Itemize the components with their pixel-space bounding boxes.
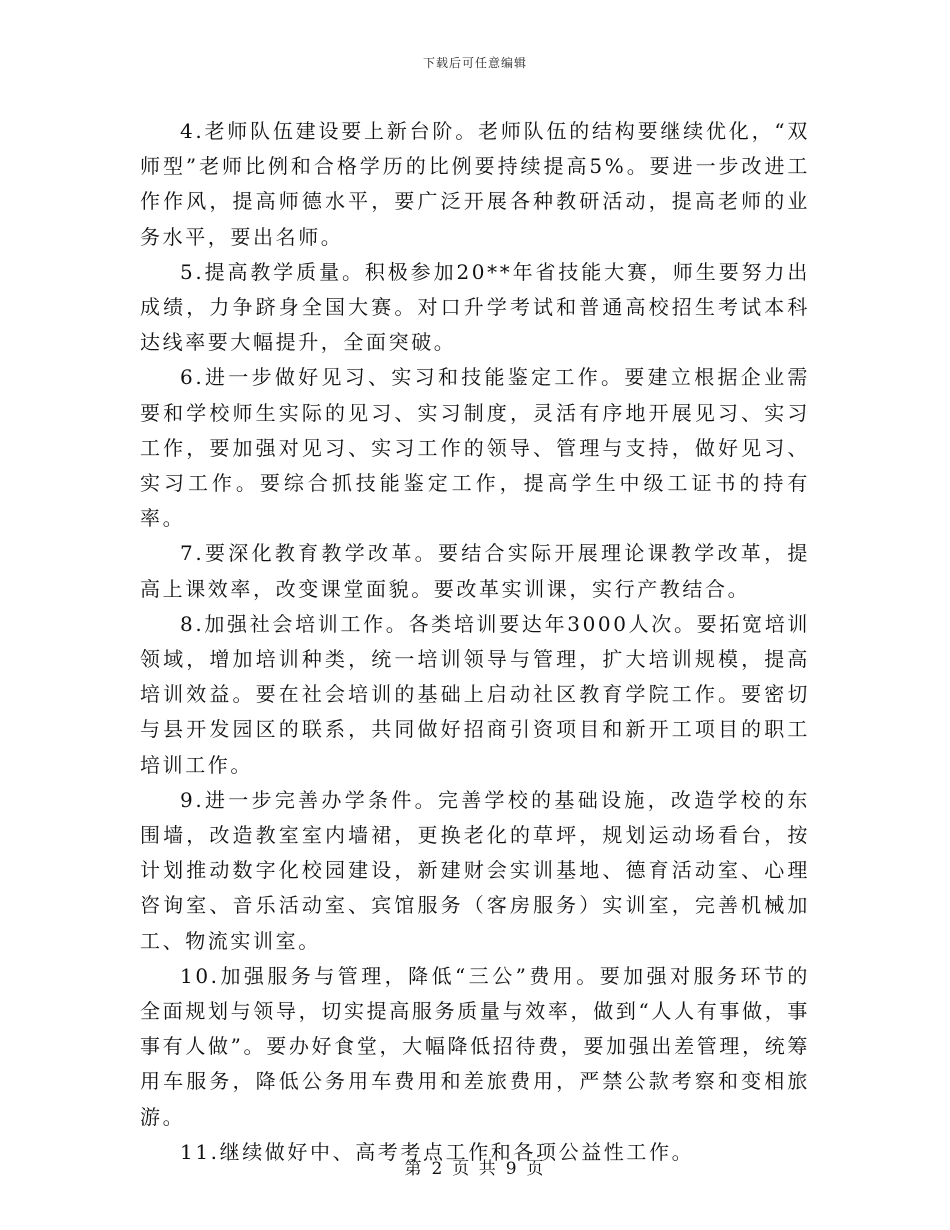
page-footer xyxy=(0,1154,950,1179)
paragraph-item-10: 10.加强服务与管理，降低“三公”费用。要加强对服务环节的全面规划与领导，切实提高服务质量与效率，做到“人人有事做，事事有人做”。要办好食堂，大幅降低招待费，要加强出差管理，统筹用车服务，降低公务用车费用和差旅费用，严禁公款考察和变相旅游。 xyxy=(140,963,810,1129)
footer-prefix: 第 xyxy=(404,1159,424,1179)
paragraph-item-4: 4.老师队伍建设要上新台阶。老师队伍的结构要继续优化，“双师型”老师比例和合格学历的比例要持续提高5%。要进一步改进工作作风，提高师德水平，要广泛开展各种教研活动，提高老师的业务水平，要出名师。 xyxy=(140,119,810,249)
paragraph-item-5: 5.提高教学质量。积极参加20**年省技能大赛，师生要努力出成绩，力争跻身全国大赛。对口升学考试和普通高校招生考试本科达线率要大幅提升，全面突破。 xyxy=(140,259,810,355)
paragraph-item-9: 9.进一步完善办学条件。完善学校的基础设施，改造学校的东围墙，改造教室室内墙裙，更换老化的草坪，规划运动场看台，按计划推动数字化校园建设，新建财会实训基地、德育活动室、心理咨询室、音乐活动室、宾馆服务（客房服务）实训室，完善机械加工、物流实训室。 xyxy=(140,787,810,953)
document-body xyxy=(140,114,810,1170)
paragraph-item-7: 7.要深化教育教学改革。要结合实际开展理论课教学改革，提高上课效率，改变课堂面貌。要改革实训课，实行产教结合。 xyxy=(140,541,810,601)
paragraph-item-8: 8.加强社会培训工作。各类培训要达年3000人次。要拓宽培训领域，增加培训种类，统一培训领导与管理，扩大培训规模，提高培训效益。要在社会培训的基础上启动社区教育学院工作。要密切与县开发园区的联系，共同做好招商引资项目和新开工项目的职工培训工作。 xyxy=(140,611,810,777)
footer-current-page: 2 xyxy=(431,1159,445,1179)
paragraph-item-6: 6.进一步做好见习、实习和技能鉴定工作。要建立根据企业需要和学校师生实际的见习、实习制度，灵活有序地开展见习、实习工作，要加强对见习、实习工作的领导、管理与支持，做好见习、实习工作。要综合抓技能鉴定工作，提高学生中级工证书的持有率。 xyxy=(140,365,810,531)
footer-total-pages: 9 xyxy=(505,1159,519,1179)
page-header-note: 下载后可任意编辑 xyxy=(422,56,527,70)
footer-suffix: 页 xyxy=(526,1159,546,1179)
paragraph-item-11: 11.继续做好中、高考考点工作和各项公益性工作。 xyxy=(180,1139,695,1164)
footer-middle: 页 共 xyxy=(452,1159,498,1179)
